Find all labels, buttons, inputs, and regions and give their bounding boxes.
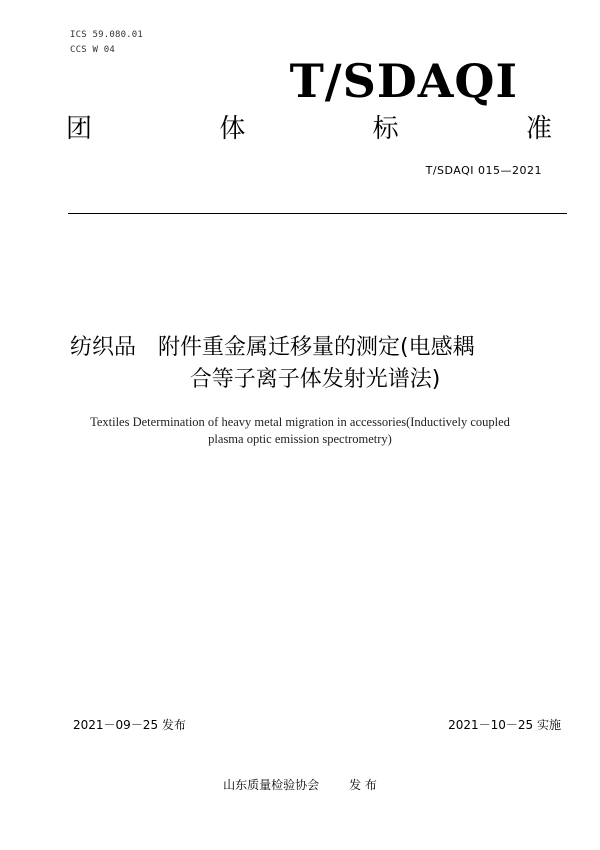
standard-code-logo: T/SDAQI <box>289 54 518 108</box>
ccs-code: CCS W 04 <box>70 45 115 55</box>
title-english-line-1: Textiles Determination of heavy metal migration in accessories(Inductively coupled <box>90 415 510 429</box>
issuer-action: 发 布 <box>349 778 377 792</box>
title-chinese-line-1: 纺织品 附件重金属迁移量的测定(电感耦 <box>70 335 475 360</box>
title-english <box>40 414 560 448</box>
standard-number: T/SDAQI 015—2021 <box>425 164 542 177</box>
implementation-date: 2021－10－25 实施 <box>448 718 561 732</box>
issuer-name: 山东质量检验协会 <box>223 778 320 792</box>
ics-code: ICS 59.080.01 <box>70 30 144 40</box>
standard-type-char: 团 <box>66 114 93 144</box>
issue-date: 2021－09－25 发布 <box>73 718 186 732</box>
standard-type-char: 体 <box>219 114 246 144</box>
standard-type-char: 标 <box>372 114 399 144</box>
standard-type-char: 准 <box>525 114 552 144</box>
title-chinese <box>70 332 570 396</box>
header-divider <box>68 213 567 214</box>
title-chinese-line-2: 合等子离子体发射光谱法) <box>189 367 441 392</box>
title-english-line-2: plasma optic emission spectrometry) <box>208 432 392 446</box>
standard-type <box>66 116 552 142</box>
issuer <box>0 776 600 793</box>
